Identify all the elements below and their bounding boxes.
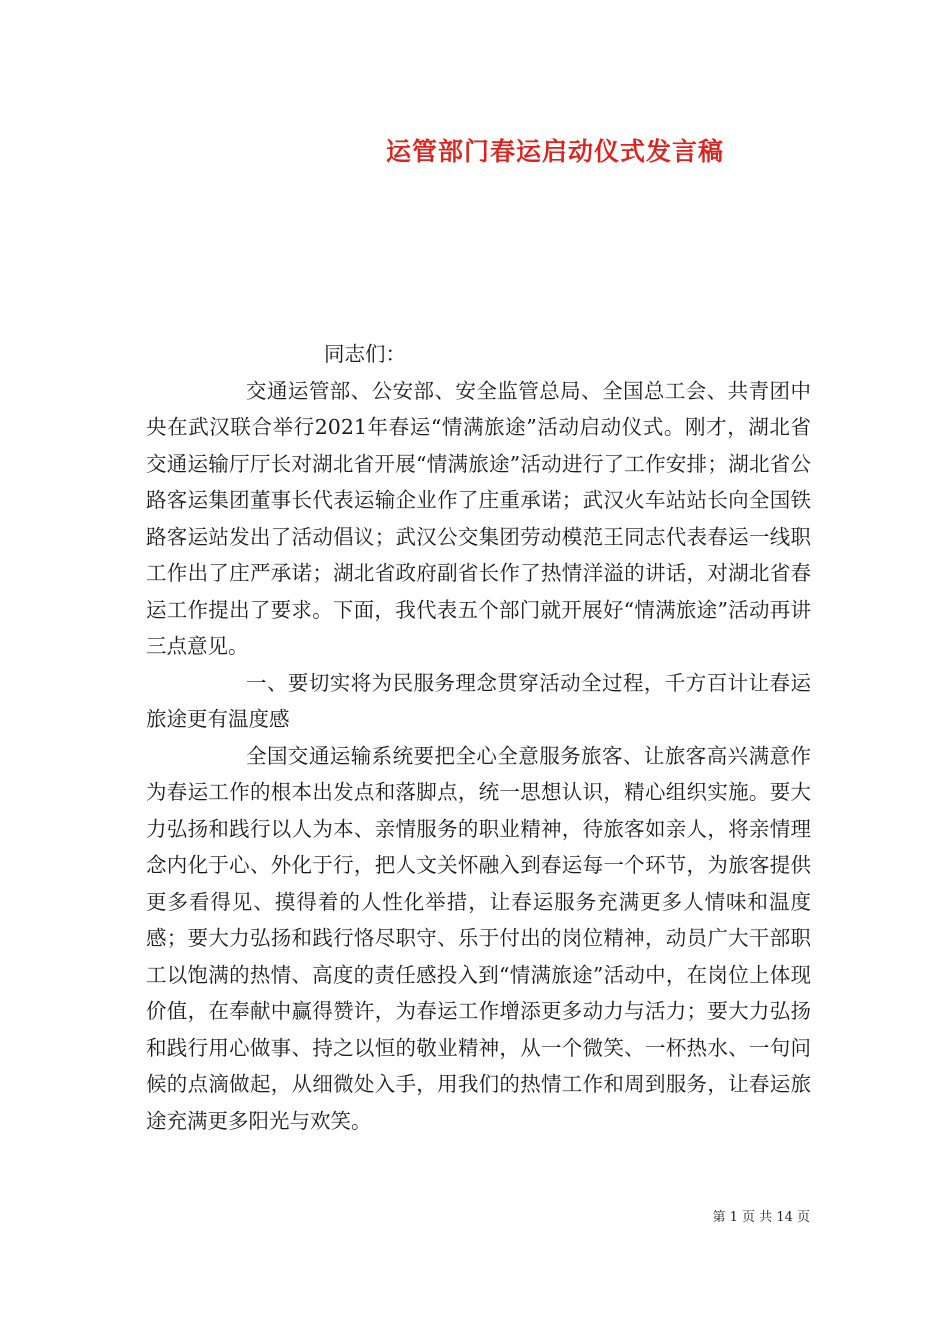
paragraph-intro: 交通运管部、公安部、安全监管总局、全国总工会、共青团中央在武汉联合举行2021年春运“情满旅途”活动启动仪式。刚才，湖北省交通运输厅厅长对湖北省开展“情满旅途”活动进行了工作安排；湖北省公路客运集团董事长代表运输企业作了庄重承诺；武汉火车站站长向全国铁路客运站发出了活动倡议；武汉公交集团劳动模范王同志代表春运一线职工作出了庄严承诺；湖北省政府副省长作了热情洋溢的讲话，对湖北省春运工作提出了要求。下面，我代表五个部门就开展好“情满旅途”活动再讲三点意见。 (146, 378, 811, 658)
section-heading-1: 一、要切实将为民服务理念贯穿活动全过程，千方百计让春运旅途更有温度感 (146, 670, 811, 731)
document-body (146, 336, 811, 1139)
page-number: 第 1 页 共 14 页 (712, 1210, 810, 1225)
paragraph-section-1: 全国交通运输系统要把全心全意服务旅客、让旅客高兴满意作为春运工作的根本出发点和落脚点，统一思想认识，精心组织实施。要大力弘扬和践行以人为本、亲情服务的职业精神，待旅客如亲人，将亲情理念内化于心、外化于行，把人文关怀融入到春运每一个环节，为旅客提供更多看得见、摸得着的人性化举措，让春运服务充满更多人情味和温度感；要大力弘扬和践行恪尽职守、乐于付出的岗位精神，动员广大干部职工以饱满的热情、高度的责任感投入到“情满旅途”活动中，在岗位上体现价值，在奉献中赢得赞许，为春运工作增添更多动力与活力；要大力弘扬和践行用心做事、持之以恒的敬业精神，从一个微笑、一杯热水、一句问候的点滴做起，从细微处入手，用我们的热情工作和周到服务，让春运旅途充满更多阳光与欢笑。 (146, 743, 811, 1133)
document-title: 运管部门春运启动仪式发言稿 (385, 137, 724, 166)
greeting: 同志们： (324, 342, 406, 366)
